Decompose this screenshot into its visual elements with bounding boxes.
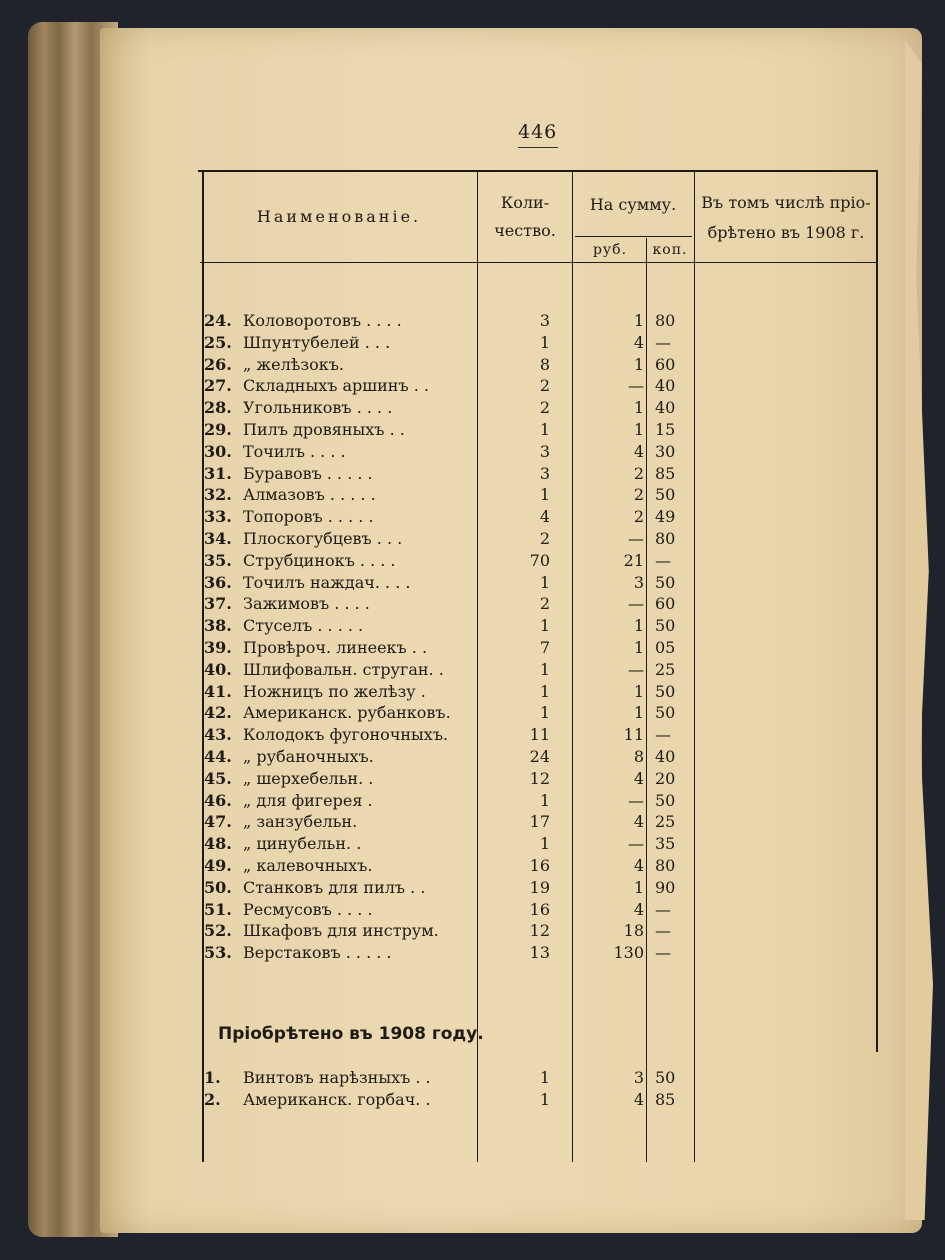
item-rubles: 2 — [633, 507, 644, 527]
item-quantity: 13 — [529, 943, 550, 963]
item-kopecks: 80 — [655, 856, 676, 875]
item-name: Буравовъ . . . . . — [243, 463, 373, 483]
item-kopecks: 05 — [655, 638, 676, 657]
item-name: Топоровъ . . . . . — [243, 507, 374, 527]
header-included-line2: брѣтено въ 1908 г. — [707, 223, 865, 242]
item-rubles: 4 — [633, 332, 644, 352]
row-number: 39. — [204, 638, 232, 657]
item-rubles: 1 — [633, 420, 644, 439]
row-number: 38. — [204, 616, 232, 636]
item-name: Пилъ дровяныхъ . . — [243, 420, 405, 439]
item-name: Провѣроч. линеекъ . . — [243, 638, 428, 657]
item-kopecks: 80 — [655, 311, 676, 330]
item-rubles: 18 — [623, 921, 644, 941]
row-number: 42. — [204, 703, 232, 723]
row-number: 26. — [204, 354, 232, 374]
table-top-rule — [198, 170, 878, 172]
row-number: 37. — [204, 594, 232, 614]
sum-subheader-rule — [575, 236, 692, 237]
header-included-line1: Въ томъ числѣ пріо- — [701, 193, 871, 212]
item-name: Шкафовъ для инструм. — [243, 921, 439, 941]
item-kopecks: 30 — [655, 441, 676, 461]
page-number: 446 — [518, 121, 558, 143]
item-quantity: 3 — [539, 463, 550, 483]
row-number: 32. — [204, 485, 232, 505]
item-kopecks: 35 — [655, 834, 676, 854]
item-kopecks: 50 — [655, 1068, 676, 1087]
item-rubles: 1 — [633, 877, 644, 897]
item-kopecks: 50 — [655, 616, 676, 636]
item-name: Угольниковъ . . . . — [243, 398, 393, 418]
row-number: 27. — [204, 376, 232, 396]
rub-kop-divider — [646, 238, 647, 1162]
item-quantity: 1 — [539, 332, 550, 352]
item-quantity: 1 — [539, 485, 550, 505]
item-quantity: 1 — [539, 659, 550, 679]
row-number: 41. — [204, 681, 232, 701]
item-quantity: 2 — [539, 529, 550, 548]
row-number: 44. — [204, 747, 232, 766]
item-rubles: 8 — [633, 747, 644, 766]
row-number: 35. — [204, 550, 232, 570]
item-quantity: 12 — [529, 768, 550, 788]
item-name: Точилъ . . . . — [243, 441, 346, 461]
row-number: 29. — [204, 420, 232, 439]
item-quantity: 11 — [529, 725, 550, 745]
row-number: 33. — [204, 507, 232, 527]
item-kopecks: 60 — [655, 354, 676, 374]
item-kopecks: 40 — [655, 747, 676, 766]
item-rubles: — — [628, 834, 644, 854]
item-kopecks: 40 — [655, 376, 676, 396]
item-quantity: 1 — [539, 572, 550, 592]
header-name: Наименованіе. — [256, 207, 422, 226]
item-name: Верстаковъ . . . . . — [243, 943, 392, 963]
header-sum: На сумму. — [589, 195, 677, 214]
item-rubles: 1 — [633, 354, 644, 374]
item-name: „ калевочныхъ. — [243, 856, 373, 875]
header-bottom-rule — [200, 262, 876, 263]
item-rubles: 1 — [633, 703, 644, 723]
item-name: „ шерхебельн. . — [243, 768, 374, 788]
row-number: 47. — [204, 812, 232, 832]
item-rubles: — — [628, 790, 644, 810]
item-rubles: 4 — [633, 768, 644, 788]
item-quantity: 24 — [529, 747, 550, 766]
item-kopecks: 85 — [655, 1089, 676, 1109]
row-number: 45. — [204, 768, 232, 788]
item-quantity: 1 — [539, 1068, 550, 1087]
item-kopecks: — — [655, 550, 671, 570]
item-rubles: — — [628, 529, 644, 548]
row-number: 28. — [204, 398, 232, 418]
row-number: 49. — [204, 856, 232, 875]
item-rubles: 11 — [623, 725, 644, 745]
item-quantity: 12 — [529, 921, 550, 941]
item-name: Струбцинокъ . . . . — [243, 550, 396, 570]
page-number-underline — [518, 147, 558, 148]
row-number: 30. — [204, 441, 232, 461]
item-kopecks: 90 — [655, 877, 676, 897]
item-quantity: 1 — [539, 790, 550, 810]
name-column-divider — [477, 172, 478, 1162]
item-kopecks: 50 — [655, 703, 676, 723]
row-number: 50. — [204, 877, 232, 897]
row-number: 46. — [204, 790, 232, 810]
item-rubles: 2 — [633, 463, 644, 483]
item-name: Ножницъ по желѣзу . — [243, 681, 426, 701]
item-kopecks: 15 — [655, 420, 676, 439]
row-number: 24. — [204, 311, 232, 330]
item-quantity: 16 — [529, 856, 550, 875]
header-rub: руб. — [592, 242, 628, 258]
item-quantity: 16 — [529, 899, 550, 919]
item-name: Станковъ для пилъ . . — [243, 877, 426, 897]
item-rubles: 1 — [633, 681, 644, 701]
row-number: 53. — [204, 943, 232, 963]
item-quantity: 1 — [539, 703, 550, 723]
row-number: 31. — [204, 463, 232, 483]
item-quantity: 1 — [539, 681, 550, 701]
item-kopecks: 25 — [655, 812, 676, 832]
item-name: „ желѣзокъ. — [243, 354, 344, 374]
item-quantity: 2 — [539, 398, 550, 418]
item-rubles: — — [628, 594, 644, 614]
item-name: Американск. рубанковъ. — [243, 703, 451, 723]
row-number: 1. — [204, 1068, 221, 1087]
row-number: 25. — [204, 332, 232, 352]
table-right-rule — [876, 172, 878, 1052]
item-rubles: 2 — [633, 485, 644, 505]
item-name: Ресмусовъ . . . . — [243, 899, 373, 919]
item-rubles: 4 — [633, 812, 644, 832]
item-quantity: 1 — [539, 616, 550, 636]
item-kopecks: — — [655, 943, 671, 963]
item-kopecks: — — [655, 332, 671, 352]
row-number: 52. — [204, 921, 232, 941]
item-quantity: 1 — [539, 420, 550, 439]
item-name: Американск. горбач. . — [243, 1089, 431, 1109]
row-number: 2. — [204, 1089, 221, 1109]
item-rubles: 4 — [633, 856, 644, 875]
item-quantity: 7 — [539, 638, 550, 657]
item-rubles: — — [628, 659, 644, 679]
item-rubles: 1 — [633, 638, 644, 657]
item-quantity: 19 — [529, 877, 550, 897]
item-quantity: 70 — [529, 550, 550, 570]
item-rubles: 3 — [633, 1068, 644, 1087]
item-kopecks: 50 — [655, 790, 676, 810]
item-rubles: 3 — [633, 572, 644, 592]
item-kopecks: 60 — [655, 594, 676, 614]
header-qty-line1: Коли- — [500, 193, 550, 212]
item-rubles: 21 — [623, 550, 644, 570]
item-kopecks: — — [655, 725, 671, 745]
item-name: Колодокъ фугоночныхъ. — [243, 725, 449, 745]
item-quantity: 8 — [539, 354, 550, 374]
item-quantity: 1 — [539, 834, 550, 854]
header-kop: коп. — [652, 242, 688, 258]
row-number: 36. — [204, 572, 232, 592]
row-number: 51. — [204, 899, 232, 919]
item-kopecks: 25 — [655, 659, 676, 679]
qty-column-divider — [572, 172, 573, 1162]
row-number: 34. — [204, 529, 232, 548]
item-name: Алмазовъ . . . . . — [243, 485, 376, 505]
item-kopecks: 80 — [655, 529, 676, 548]
item-quantity: 1 — [539, 1089, 550, 1109]
item-rubles: 4 — [633, 899, 644, 919]
item-kopecks: — — [655, 921, 671, 941]
item-name: Складныхъ аршинъ . . — [243, 376, 429, 396]
item-quantity: 3 — [539, 311, 550, 330]
section-1908-title: Пріобрѣтено въ 1908 году. — [218, 1024, 484, 1044]
header-qty-line2: чество. — [494, 221, 556, 240]
item-name: „ занзубельн. — [243, 812, 358, 832]
item-name: Шлифовальн. струган. . — [243, 659, 444, 679]
item-quantity: 3 — [539, 441, 550, 461]
item-name: Шпунтубелей . . . — [243, 332, 391, 352]
item-quantity: 2 — [539, 594, 550, 614]
item-name: Стуселъ . . . . . — [243, 616, 364, 636]
item-kopecks: 50 — [655, 681, 676, 701]
item-rubles: 1 — [633, 398, 644, 418]
row-number: 43. — [204, 725, 232, 745]
item-rubles: — — [628, 376, 644, 396]
item-name: Коловоротовъ . . . . — [243, 311, 402, 330]
item-rubles: 4 — [633, 441, 644, 461]
row-number: 40. — [204, 659, 232, 679]
item-rubles: 1 — [633, 311, 644, 330]
item-kopecks: 20 — [655, 768, 676, 788]
item-kopecks: 50 — [655, 485, 676, 505]
row-number: 48. — [204, 834, 232, 854]
item-kopecks: 85 — [655, 463, 676, 483]
item-name: Винтовъ нарѣзныхъ . . — [243, 1068, 431, 1087]
item-quantity: 2 — [539, 376, 550, 396]
item-kopecks: 49 — [655, 507, 676, 527]
item-kopecks: 40 — [655, 398, 676, 418]
item-name: Плоскогубцевъ . . . — [243, 529, 403, 548]
item-quantity: 17 — [529, 812, 550, 832]
item-quantity: 4 — [539, 507, 550, 527]
item-kopecks: — — [655, 899, 671, 919]
item-rubles: 1 — [633, 616, 644, 636]
item-name: „ рубаночныхъ. — [243, 747, 374, 766]
item-name: „ для фигерея . — [243, 790, 373, 810]
item-rubles: 4 — [633, 1089, 644, 1109]
item-kopecks: 50 — [655, 572, 676, 592]
item-name: Зажимовъ . . . . — [243, 594, 370, 614]
item-name: „ цинубельн. . — [243, 834, 362, 854]
item-rubles: 130 — [613, 943, 644, 963]
item-name: Точилъ наждач. . . . — [243, 572, 411, 592]
